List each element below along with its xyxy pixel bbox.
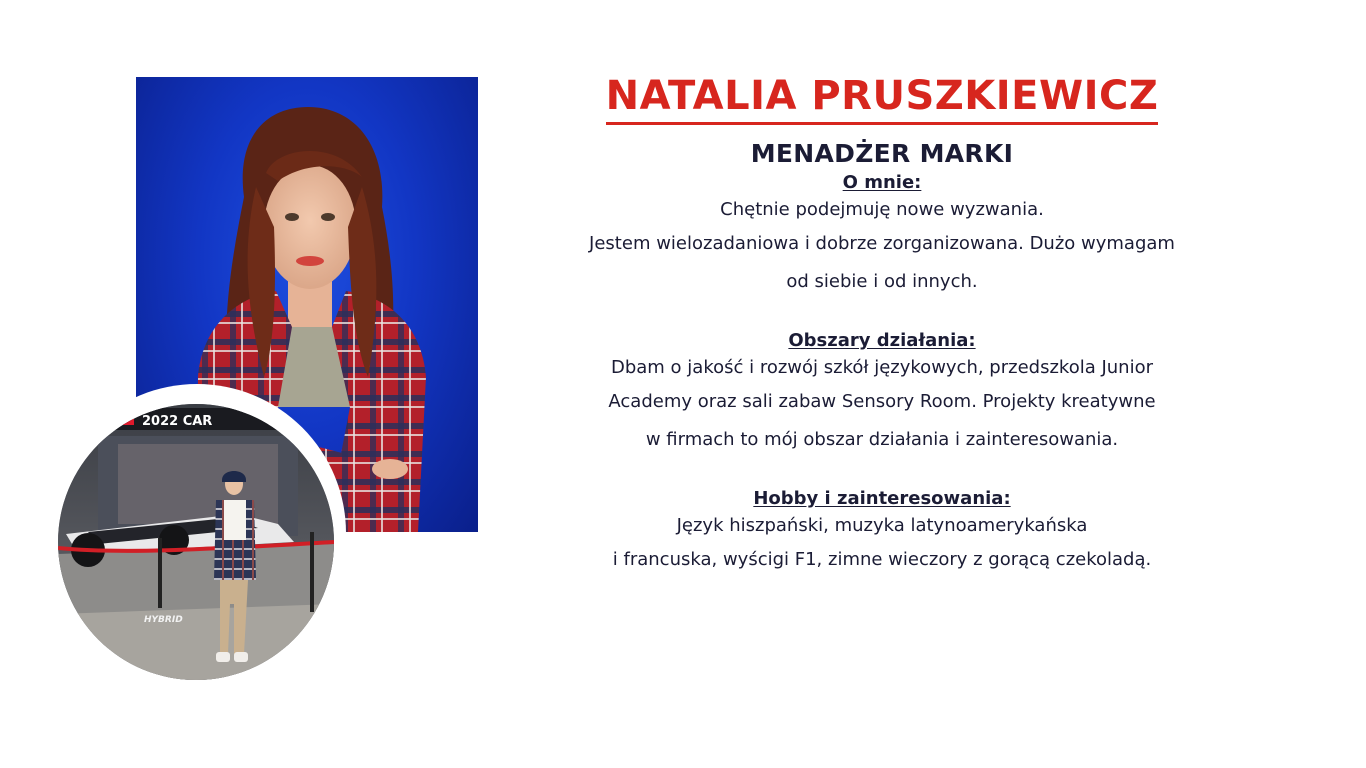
spacer	[520, 301, 1244, 329]
areas-line: w firmach to mój obszar działania i zainteresowania.	[645, 429, 1119, 450]
areas-line: Academy oraz sali zabaw Sensory Room. Projekty kreatywne	[608, 391, 1156, 412]
profile-text	[520, 70, 1244, 579]
hobby-line: i francuska, wyścigi F1, zimne wieczory z gorącą czekoladą.	[612, 549, 1152, 570]
person-name: NATALIA PRUSZKIEWICZ	[606, 70, 1159, 125]
about-heading: O mnie:	[842, 172, 922, 193]
areas-heading: Obszary działania:	[788, 330, 976, 351]
areas-line: Dbam o jakość i rozwój szkół językowych, przedszkola Junior	[610, 357, 1153, 378]
job-title: MENADŻER MARKI	[750, 139, 1014, 168]
spacer	[520, 459, 1244, 487]
hobby-line: Język hiszpański, muzyka latynoamerykańska	[676, 515, 1088, 536]
about-line: Jestem wielozadaniowa i dobrze zorganizowana. Dużo wymagam	[589, 233, 1175, 254]
car-logo-text: HYBRID	[144, 615, 183, 625]
hobby-heading: Hobby i zainteresowania:	[753, 488, 1011, 509]
sign-text: 2022 CAR	[142, 414, 213, 429]
about-line: od siebie i od innych.	[786, 271, 978, 292]
circle-photo	[58, 404, 334, 680]
about-line: Chętnie podejmuję nowe wyzwania.	[720, 199, 1044, 220]
